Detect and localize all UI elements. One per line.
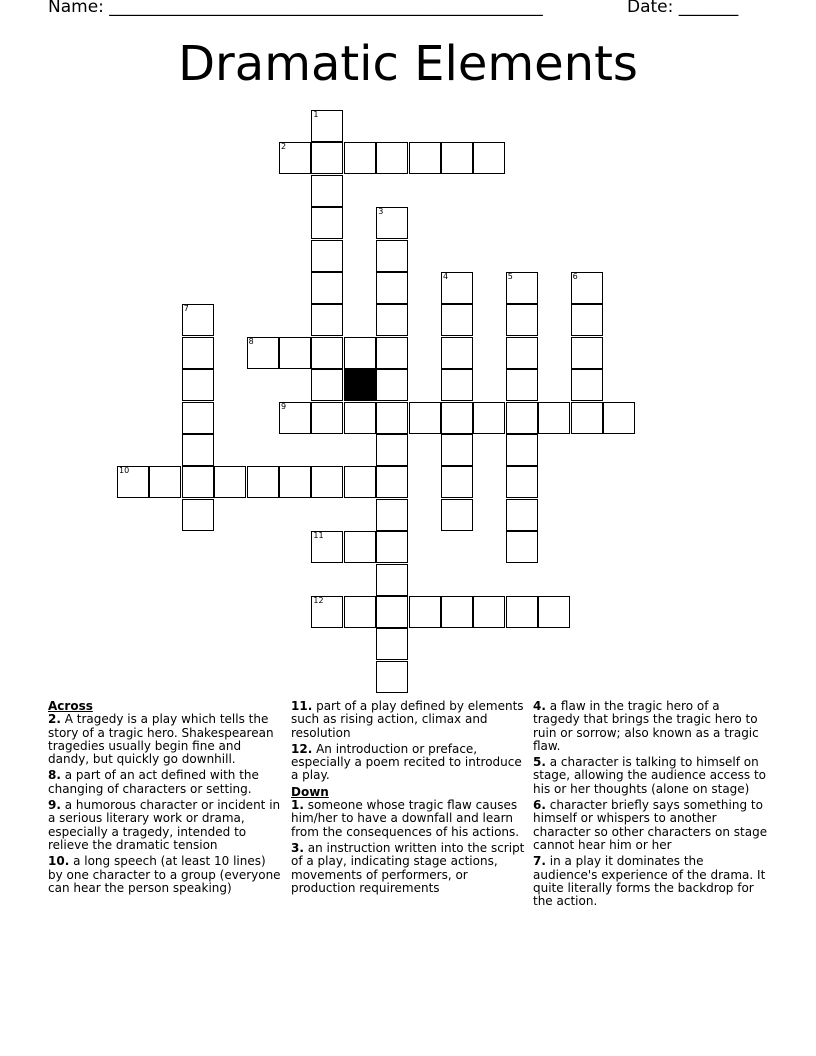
grid-cell[interactable] — [311, 240, 343, 272]
grid-cell[interactable] — [344, 337, 376, 369]
black-cell — [344, 369, 376, 401]
clue-text: A tragedy is a play which tells the story of a tragic hero. Shakespearean tragedies usually begin fine and dandy, but quickly go downhill. — [48, 712, 274, 767]
grid-cell[interactable] — [441, 304, 473, 336]
clue-text: a humorous character or incident in a serious literary work or drama, especially a tragedy, intended to relieve the dramatic tension — [48, 798, 281, 852]
grid-cell[interactable] — [409, 596, 441, 628]
clue-number: 3. — [291, 840, 304, 855]
grid-cell[interactable] — [409, 142, 441, 174]
grid-cell[interactable] — [506, 369, 538, 401]
clue-text: a character is talking to himself on stage, allowing the audience access to his or her thoughts (alone on stage) — [533, 755, 766, 796]
grid-cell[interactable] — [538, 402, 570, 434]
clue-number: 11. — [291, 699, 313, 713]
grid-cell[interactable] — [376, 466, 408, 498]
grid-cell[interactable] — [571, 402, 603, 434]
grid-cell[interactable] — [344, 142, 376, 174]
grid-cell[interactable] — [571, 337, 603, 369]
clue-text: a flaw in the tragic hero of a tragedy that brings the tragic hero to ruin or sorrow; also known as a tragic flaw. — [533, 699, 759, 753]
grid-cell[interactable] — [279, 142, 311, 174]
grid-cell[interactable] — [182, 434, 214, 466]
across-clue — [291, 700, 527, 740]
clue-column-1 — [48, 700, 284, 898]
grid-cell[interactable] — [376, 596, 408, 628]
grid-cell[interactable] — [441, 466, 473, 498]
grid-cell[interactable] — [182, 304, 214, 336]
clue-number-label: 1 — [313, 110, 319, 119]
grid-cell[interactable] — [441, 402, 473, 434]
grid-cell[interactable] — [376, 142, 408, 174]
across-clue — [291, 743, 527, 783]
grid-cell[interactable] — [506, 337, 538, 369]
down-clue — [291, 799, 527, 839]
down-clue — [533, 855, 769, 908]
grid-cell[interactable] — [376, 272, 408, 304]
grid-cell[interactable] — [376, 207, 408, 239]
across-heading: Across — [48, 699, 93, 713]
grid-cell[interactable] — [311, 596, 343, 628]
grid-cell[interactable] — [182, 402, 214, 434]
grid-cell[interactable] — [506, 272, 538, 304]
clue-number: 5. — [533, 755, 546, 770]
grid-cell[interactable] — [311, 207, 343, 239]
clue-text: a long speech (at least 10 lines) by one character to a group (everyone can hear the person speaking) — [48, 854, 281, 895]
grid-cell[interactable] — [441, 272, 473, 304]
grid-cell[interactable] — [182, 337, 214, 369]
across-clue — [48, 713, 284, 766]
worksheet-header — [48, 0, 768, 18]
clue-number: 7. — [533, 854, 546, 869]
grid-cell[interactable] — [214, 466, 246, 498]
across-clue — [48, 799, 284, 852]
grid-cell[interactable] — [376, 661, 408, 693]
date-line[interactable]: Date: _______ — [627, 0, 739, 17]
clue-number-label: 11 — [313, 531, 324, 541]
grid-cell[interactable] — [376, 240, 408, 272]
down-clue — [533, 756, 769, 796]
clue-text: an instruction written into the script of a play, indicating stage actions, movements of performers, or production requirements — [291, 840, 525, 895]
grid-cell[interactable] — [376, 564, 408, 596]
grid-cell[interactable] — [441, 499, 473, 531]
grid-cell[interactable] — [311, 142, 343, 174]
clue-column-2 — [291, 700, 527, 898]
grid-cell[interactable] — [311, 110, 343, 142]
grid-cell[interactable] — [473, 142, 505, 174]
clue-text: someone whose tragic flaw causes him/her to have a downfall and learn from the consequences of his actions. — [291, 798, 520, 839]
clue-number-label: 12 — [313, 596, 324, 605]
grid-cell[interactable] — [506, 434, 538, 466]
grid-cell[interactable] — [473, 596, 505, 628]
grid-cell[interactable] — [117, 466, 149, 498]
grid-cell[interactable] — [376, 402, 408, 434]
clue-text: part of a play defined by elements such as rising action, climax and resolution — [291, 699, 524, 740]
grid-cell[interactable] — [279, 466, 311, 498]
grid-cell[interactable] — [149, 466, 181, 498]
clue-number-label: 8 — [248, 336, 254, 346]
grid-cell[interactable] — [376, 499, 408, 531]
grid-cell[interactable] — [409, 402, 441, 434]
grid-cell[interactable] — [571, 272, 603, 304]
clue-number: 8. — [48, 768, 61, 783]
clue-text: character briefly says something to himself or whispers to another character so other characters on stage cannot hear him or her — [533, 798, 768, 852]
clue-number: 10. — [48, 854, 70, 869]
clue-number: 6. — [533, 798, 546, 813]
grid-cell[interactable] — [441, 337, 473, 369]
grid-cell[interactable] — [376, 434, 408, 466]
clue-number: 9. — [48, 798, 61, 813]
grid-cell[interactable] — [311, 531, 343, 563]
grid-cell[interactable] — [376, 369, 408, 401]
down-clue — [533, 799, 769, 852]
across-clue — [48, 769, 284, 796]
grid-cell[interactable] — [571, 369, 603, 401]
grid-cell[interactable] — [506, 596, 538, 628]
clue-number-label: 6 — [572, 272, 578, 281]
grid-cell[interactable] — [182, 466, 214, 498]
grid-cell[interactable] — [506, 304, 538, 336]
clue-number: 4. — [533, 699, 546, 713]
grid-cell[interactable] — [603, 402, 635, 434]
grid-cell[interactable] — [506, 466, 538, 498]
grid-cell[interactable] — [441, 434, 473, 466]
grid-cell[interactable] — [247, 466, 279, 498]
clue-column-3 — [533, 700, 769, 911]
clue-number-label: 2 — [281, 142, 287, 152]
grid-cell[interactable] — [506, 499, 538, 531]
grid-cell[interactable] — [279, 402, 311, 434]
grid-cell[interactable] — [247, 337, 279, 369]
grid-cell[interactable] — [571, 304, 603, 336]
grid-cell[interactable] — [538, 596, 570, 628]
grid-cell[interactable] — [311, 304, 343, 336]
grid-cell[interactable] — [311, 466, 343, 498]
grid-cell[interactable] — [506, 531, 538, 563]
grid-cell[interactable] — [182, 499, 214, 531]
grid-cell[interactable] — [506, 402, 538, 434]
grid-cell[interactable] — [311, 369, 343, 401]
grid-cell[interactable] — [311, 175, 343, 207]
clue-text: a part of an act defined with the changing of characters or setting. — [48, 768, 259, 796]
grid-cell[interactable] — [311, 402, 343, 434]
name-line[interactable]: Name: ___________________________________________________ — [48, 0, 543, 17]
grid-cell[interactable] — [279, 337, 311, 369]
grid-cell[interactable] — [344, 402, 376, 434]
clue-number-label: 9 — [281, 401, 287, 411]
grid-cell[interactable] — [473, 402, 505, 434]
clue-number-label: 10 — [119, 466, 130, 476]
clue-number-label: 7 — [183, 304, 189, 314]
grid-cell[interactable] — [311, 272, 343, 304]
grid-cell[interactable] — [441, 369, 473, 401]
clue-number-label: 3 — [378, 207, 384, 217]
across-clue — [48, 855, 284, 895]
grid-cell[interactable] — [376, 304, 408, 336]
clue-number: 12. — [291, 741, 313, 756]
down-heading: Down — [291, 784, 329, 799]
clue-number: 1. — [291, 798, 304, 813]
grid-cell[interactable] — [344, 531, 376, 563]
grid-cell[interactable] — [344, 596, 376, 628]
grid-cell[interactable] — [376, 628, 408, 660]
grid-cell[interactable] — [376, 531, 408, 563]
clue-number: 2. — [48, 712, 61, 727]
clue-text: An introduction or preface, especially a poem recited to introduce a play. — [291, 741, 522, 783]
grid-cell[interactable] — [311, 337, 343, 369]
grid-cell[interactable] — [182, 369, 214, 401]
clue-number-label: 4 — [443, 272, 449, 281]
page-title: Dramatic Elements — [178, 36, 638, 92]
down-clue — [291, 842, 527, 895]
grid-cell[interactable] — [344, 466, 376, 498]
grid-cell[interactable] — [441, 142, 473, 174]
down-clue — [533, 700, 769, 753]
clue-text: in a play it dominates the audience's experience of the drama. It quite literally forms the backdrop for the action. — [533, 854, 766, 909]
grid-cell[interactable] — [441, 596, 473, 628]
clue-number-label: 5 — [507, 272, 513, 281]
grid-cell[interactable] — [376, 337, 408, 369]
